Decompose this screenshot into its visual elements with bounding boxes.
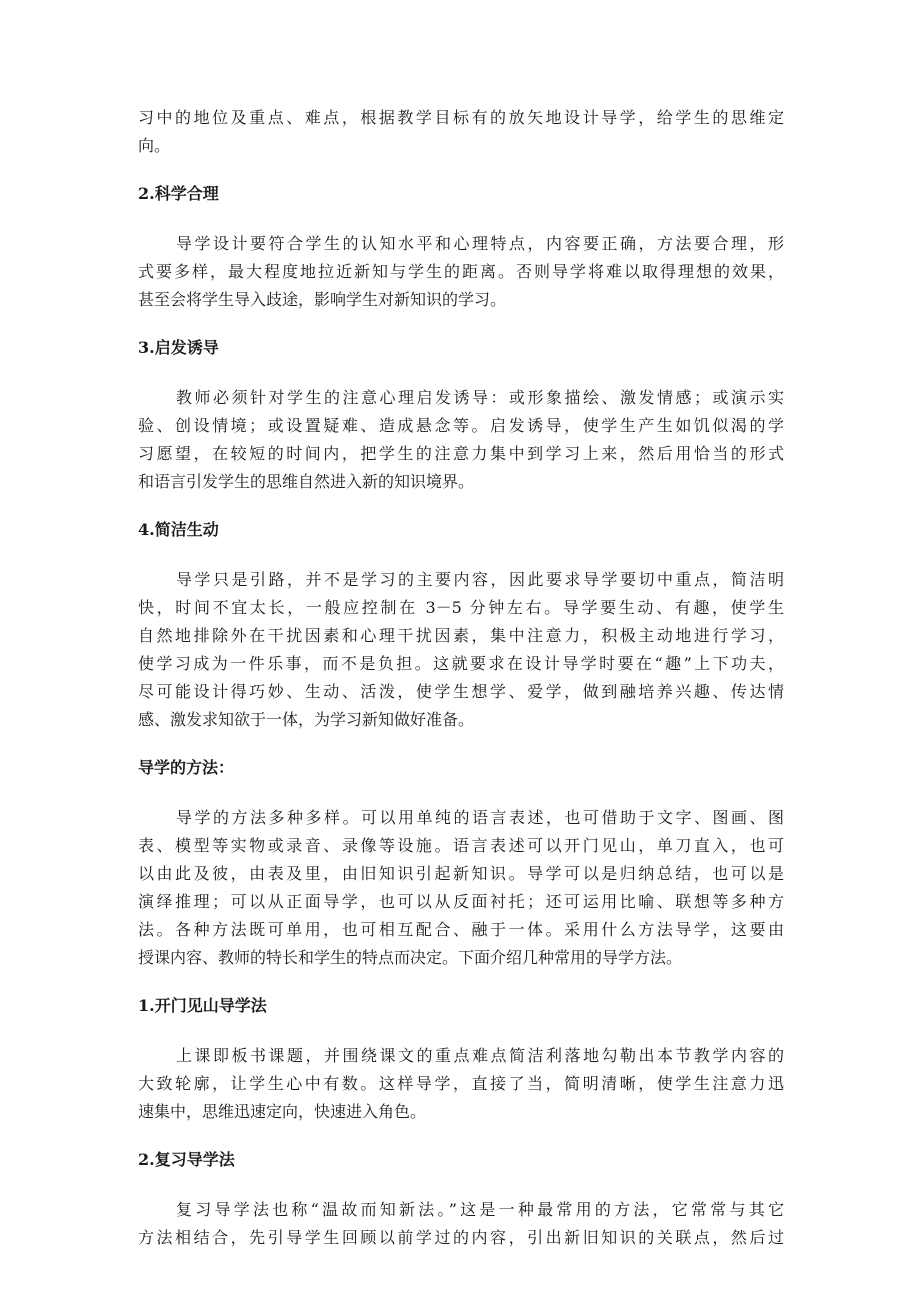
section-heading: 2.复习导学法 xyxy=(138,1150,235,1169)
text-line: 快，时间不宜太长，一般应控制在 3－5 分钟左右。导学要生动、有趣，使学生 xyxy=(138,598,784,617)
spacer xyxy=(138,208,784,230)
text-line: 尽可能设计得巧妙、生动、活泼，使学生想学、爱学，做到融培养兴趣、传达情 xyxy=(138,682,784,701)
text-line: 导学设计要符合学生的认知水平和心理特点，内容要正确，方法要合理，形 xyxy=(176,234,784,253)
section-heading: 1.开门见山导学法 xyxy=(138,996,267,1015)
spacer xyxy=(138,1174,784,1196)
spacer xyxy=(138,314,784,334)
paragraph xyxy=(138,230,784,314)
text-line: 演绎推理；可以从正面导学，也可以从反面衬托；还可运用比喻、联想等多种方 xyxy=(138,892,784,911)
text-line: 和语言引发学生的思维自然进入新的知识境界。 xyxy=(138,472,475,491)
section-heading: 3.启发诱导 xyxy=(138,338,219,357)
spacer xyxy=(138,734,784,754)
text-line: 方法相结合，先引导学生回顾以前学过的内容，引出新旧知识的关联点，然后过 xyxy=(138,1228,784,1247)
text-line: 自然地排除外在干扰因素和心理干扰因素，集中注意力，积极主动地进行学习， xyxy=(138,626,784,645)
paragraph xyxy=(138,1042,784,1126)
text-line: 表、模型等实物或录音、录像等设施。语言表述可以开门见山，单刀直入，也可 xyxy=(138,836,784,855)
spacer xyxy=(138,362,784,384)
spacer xyxy=(138,1020,784,1042)
spacer xyxy=(138,160,784,180)
text-line: 向。 xyxy=(138,136,171,155)
spacer xyxy=(138,972,784,992)
paragraph xyxy=(138,566,784,734)
spacer xyxy=(138,544,784,566)
spacer xyxy=(138,1126,784,1146)
paragraph xyxy=(138,384,784,496)
text-line: 导学的方法多种多样。可以用单纯的语言表述，也可借助于文字、图画、图 xyxy=(176,808,784,827)
document-body xyxy=(138,104,784,1252)
text-line: 验、创设情境；或设置疑难、造成悬念等。启发诱导，使学生产生如饥似渴的学 xyxy=(138,416,784,435)
paragraph xyxy=(138,1196,784,1252)
section-heading: 4.简洁生动 xyxy=(138,520,219,539)
text-line: 习中的地位及重点、难点，根据教学目标有的放矢地设计导学，给学生的思维定 xyxy=(138,108,784,127)
text-line: 导学只是引路，并不是学习的主要内容，因此要求导学要切中重点，简洁明 xyxy=(176,570,784,589)
text-line: 上课即板书课题，并围绕课文的重点难点简洁利落地勾勒出本节教学内容的 xyxy=(176,1046,784,1065)
text-line: 速集中，思维迅速定向，快速进入角色。 xyxy=(138,1102,427,1121)
section-heading: 导学的方法： xyxy=(138,758,235,777)
section-heading: 2.科学合理 xyxy=(138,184,219,203)
paragraph xyxy=(138,804,784,972)
text-line: 复习导学法也称“温故而知新法。”这是一种最常用的方法，它常常与其它 xyxy=(176,1200,784,1219)
text-line: 习愿望，在较短的时间内，把学生的注意力集中到学习上来，然后用恰当的形式 xyxy=(138,444,784,463)
spacer xyxy=(138,496,784,516)
text-line: 使学习成为一件乐事，而不是负担。这就要求在设计导学时要在“趣”上下功夫， xyxy=(138,654,784,673)
paragraph xyxy=(138,104,784,160)
text-line: 以由此及彼，由表及里，由旧知识引起新知识。导学可以是归纳总结，也可以是 xyxy=(138,864,784,883)
text-line: 甚至会将学生导入歧途，影响学生对新知识的学习。 xyxy=(138,290,507,309)
text-line: 式要多样，最大程度地拉近新知与学生的距离。否则导学将难以取得理想的效果， xyxy=(138,262,784,281)
text-line: 感、激发求知欲于一体，为学习新知做好准备。 xyxy=(138,710,475,729)
text-line: 法。各种方法既可单用，也可相互配合、融于一体。采用什么方法导学，这要由 xyxy=(138,920,784,939)
spacer xyxy=(138,782,784,804)
text-line: 授课内容、教师的特长和学生的特点而决定。下面介绍几种常用的导学方法。 xyxy=(138,948,683,967)
text-line: 大致轮廓，让学生心中有数。这样导学，直接了当，简明清晰，使学生注意力迅 xyxy=(138,1074,784,1093)
text-line: 教师必须针对学生的注意心理启发诱导：或形象描绘、激发情感；或演示实 xyxy=(176,388,784,407)
